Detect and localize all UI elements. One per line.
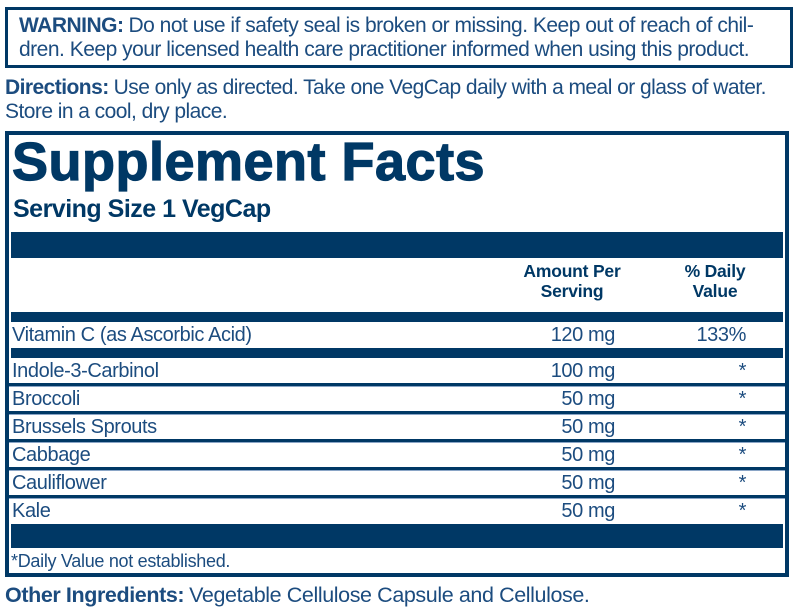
nutrient-amount: 120 mg xyxy=(550,324,615,346)
divider-bar-top xyxy=(11,232,783,258)
nutrient-row xyxy=(9,359,785,383)
directions-line-2: Store in a cool, dry place. xyxy=(5,100,228,123)
nutrient-amount: 50 mg xyxy=(561,444,615,466)
column-header-amount xyxy=(492,262,652,301)
directions-label: Directions: xyxy=(5,76,109,99)
nutrient-name: Kale xyxy=(12,500,51,522)
nutrient-amount: 50 mg xyxy=(561,472,615,494)
warning-label: WARNING: xyxy=(19,14,124,37)
nutrient-name: Cauliflower xyxy=(12,472,107,494)
warning-line-1 xyxy=(19,14,779,38)
supplement-facts-panel xyxy=(5,131,789,577)
nutrient-row-vitamin-c xyxy=(9,323,785,348)
nutrient-name: Vitamin C (as Ascorbic Acid) xyxy=(12,324,252,346)
nutrient-dv: * xyxy=(738,500,746,522)
supplement-facts-title: Supplement Facts xyxy=(12,132,486,192)
nutrient-name: Brussels Sprouts xyxy=(12,416,157,438)
other-ingredients-text: Vegetable Cellulose Capsule and Cellulose. xyxy=(189,583,590,607)
nutrient-name: Indole-3-Carbinol xyxy=(12,360,159,382)
nutrient-dv: 133% xyxy=(696,324,746,346)
nutrient-row xyxy=(9,499,785,523)
other-ingredients-section xyxy=(5,583,795,607)
divider-bar-vitamin xyxy=(11,348,783,358)
nutrient-amount: 50 mg xyxy=(561,416,615,438)
nutrient-amount: 50 mg xyxy=(561,388,615,410)
directions-section xyxy=(5,76,795,124)
nutrient-row xyxy=(9,387,785,411)
column-header-dv-line1: % Daily xyxy=(684,261,746,281)
divider-bar-header xyxy=(11,312,783,322)
nutrient-rows xyxy=(9,359,785,523)
warning-box xyxy=(5,7,793,68)
daily-value-footnote: *Daily Value not established. xyxy=(11,551,231,571)
nutrient-amount: 50 mg xyxy=(561,500,615,522)
column-header-amount-line2: Serving xyxy=(540,280,604,301)
nutrient-row xyxy=(9,443,785,467)
column-header-dv xyxy=(655,262,775,301)
divider-bar-bottom xyxy=(11,524,783,548)
nutrient-dv: * xyxy=(738,360,746,382)
column-header-dv-line2: Value xyxy=(692,280,738,301)
other-ingredients-label: Other Ingredients: xyxy=(5,583,185,607)
warning-text-1: Do not use if safety seal is broken or missing. Keep out of reach of chil- xyxy=(128,14,754,37)
nutrient-name: Broccoli xyxy=(12,388,80,410)
nutrient-dv: * xyxy=(738,388,746,410)
nutrient-row xyxy=(9,415,785,439)
directions-line-1 xyxy=(5,76,795,100)
warning-line-2: dren. Keep your licensed health care practitioner informed when using this product. xyxy=(19,38,750,61)
nutrient-row xyxy=(9,471,785,495)
nutrient-amount: 100 mg xyxy=(550,360,615,382)
directions-text-1: Use only as directed. Take one VegCap daily with a meal or glass of water. xyxy=(113,76,766,99)
column-header-amount-line1: Amount Per xyxy=(523,261,621,281)
serving-size: Serving Size 1 VegCap xyxy=(13,195,271,223)
nutrient-name: Cabbage xyxy=(12,444,91,466)
nutrient-dv: * xyxy=(738,444,746,466)
nutrient-dv: * xyxy=(738,416,746,438)
nutrient-dv: * xyxy=(738,472,746,494)
